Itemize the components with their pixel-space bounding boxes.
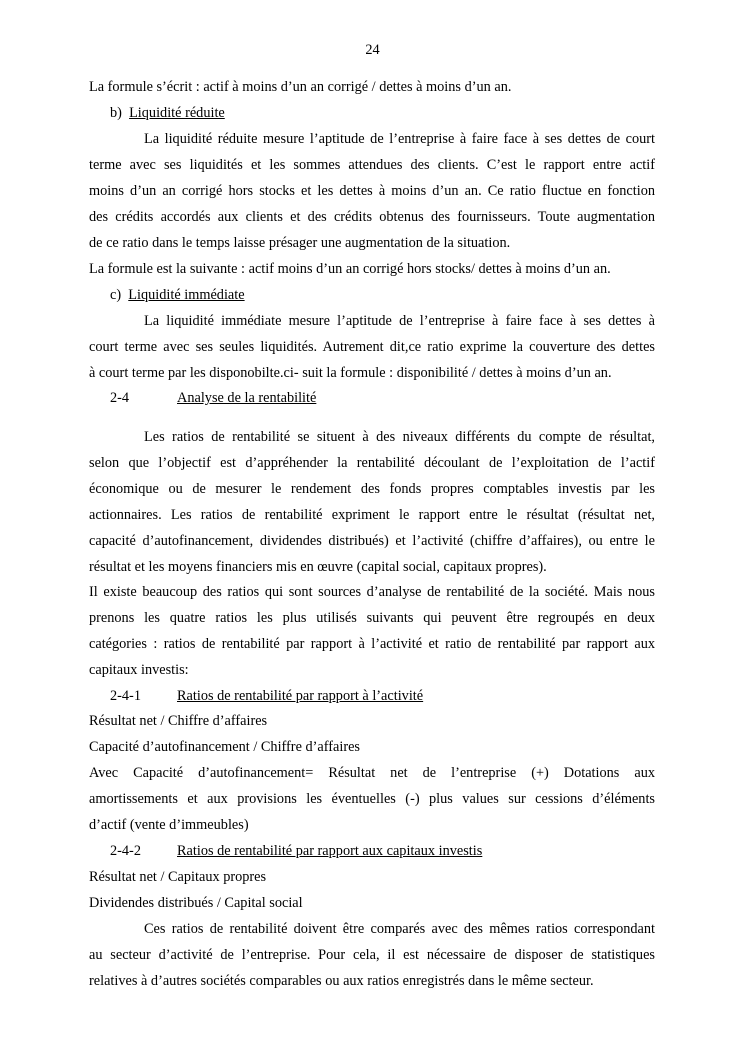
paragraph-line: capacité d’autofinancement, dividendes distribués) et l’activité (chiffre d’affaires), ou entre le <box>89 533 655 549</box>
section-title: Ratios de rentabilité par rapport aux capitaux investis <box>177 843 483 859</box>
paragraph-line: économique ou de mesurer le rendement des fonds propres comptables investis par les <box>89 481 655 497</box>
paragraph-line: La formule est la suivante : actif moins d’un an corrigé hors stocks/ dettes à moins d’un an. <box>89 261 611 277</box>
section-title: Ratios de rentabilité par rapport à l’activité <box>177 688 424 704</box>
paragraph-line: capitaux investis: <box>89 662 189 678</box>
paragraph-line: terme avec ses liquidités et les sommes attendues des clients. C’est le rapport entre actif <box>89 157 655 173</box>
paragraph-line: amortissements et aux provisions les éventuelles (-) plus values sur cessions d’éléments <box>89 791 655 807</box>
paragraph-line: à court terme par les disponobilte.ci- suit la formule : disponibilité / dettes à moins d’un an. <box>89 365 612 381</box>
section-title: Analyse de la rentabilité <box>177 390 317 406</box>
paragraph-line: court terme avec ses seules liquidités. Autrement dit,ce ratio exprime la couverture des dettes <box>89 339 655 355</box>
paragraph-line: des crédits accordés aux clients et des crédits obtenus des fournisseurs. Toute augmentation <box>89 209 655 225</box>
paragraph-line: moins d’un an corrigé hors stocks et les dettes à moins d’un an. Ce ratio fluctue en fonction <box>89 183 655 199</box>
paragraph-line: selon que l’objectif est d’appréhender la rentabilité découlant de l’exploitation de l’actif <box>89 455 655 471</box>
paragraph-line: d’actif (vente d’immeubles) <box>89 817 249 833</box>
ratio-line: Dividendes distribués / Capital social <box>89 895 303 911</box>
paragraph-line: Les ratios de rentabilité se situent à des niveaux différents du compte de résultat, <box>144 429 655 445</box>
ratio-line: Capacité d’autofinancement / Chiffre d’affaires <box>89 739 360 755</box>
paragraph-line: catégories : ratios de rentabilité par rapport à l’activité et ratio de rentabilité par rapport aux <box>89 636 655 652</box>
paragraph-line: de ce ratio dans le temps laisse présager une augmentation de la situation. <box>89 235 511 251</box>
subheading-liquidite-immediate <box>110 285 676 305</box>
paragraph-line: relatives à d’autres sociétés comparables ou aux ratios enregistrés dans le même secteur. <box>89 973 594 989</box>
paragraph-line: La liquidité réduite mesure l’aptitude de l’entreprise à faire face à ses dettes de court <box>144 131 655 147</box>
paragraph-line: Ces ratios de rentabilité doivent être comparés avec des mêmes ratios correspondant <box>144 921 655 937</box>
section-number: 2-4 <box>110 390 130 406</box>
ratio-line: Résultat net / Capitaux propres <box>89 869 267 885</box>
subheading-title: Liquidité immédiate <box>128 287 245 303</box>
ratio-line: Résultat net / Chiffre d’affaires <box>89 713 268 729</box>
subheading-title: Liquidité réduite <box>129 105 225 121</box>
paragraph-line: Il existe beaucoup des ratios qui sont sources d’analyse de rentabilité de la société. Mais nous <box>89 584 655 600</box>
paragraph-line: prenons les quatre ratios les plus utilisés suivants qui peuvent être regroupés en deux <box>89 610 655 626</box>
paragraph-line: Avec Capacité d’autofinancement= Résultat net de l’entreprise (+) Dotations aux <box>89 765 655 781</box>
subheading-marker: b) <box>110 105 122 121</box>
page-number: 24 <box>365 42 380 58</box>
section-number: 2-4-1 <box>110 688 141 704</box>
subheading-liquidite-reduite <box>110 103 676 123</box>
section-number: 2-4-2 <box>110 843 141 859</box>
paragraph-line: La formule s’écrit : actif à moins d’un an corrigé / dettes à moins d’un an. <box>89 79 512 95</box>
paragraph-line: au secteur d’activité de l’entreprise. Pour cela, il est nécessaire de disposer de statistiques <box>89 947 655 963</box>
paragraph-line: actionnaires. Les ratios de rentabilité expriment le rapport entre le résultat (résultat net, <box>89 507 655 523</box>
paragraph-line: résultat et les moyens financiers mis en œuvre (capital social, capitaux propres). <box>89 559 547 575</box>
subheading-marker: c) <box>110 287 122 303</box>
paragraph-line: La liquidité immédiate mesure l’aptitude de l’entreprise à faire face à ses dettes à <box>144 313 655 329</box>
